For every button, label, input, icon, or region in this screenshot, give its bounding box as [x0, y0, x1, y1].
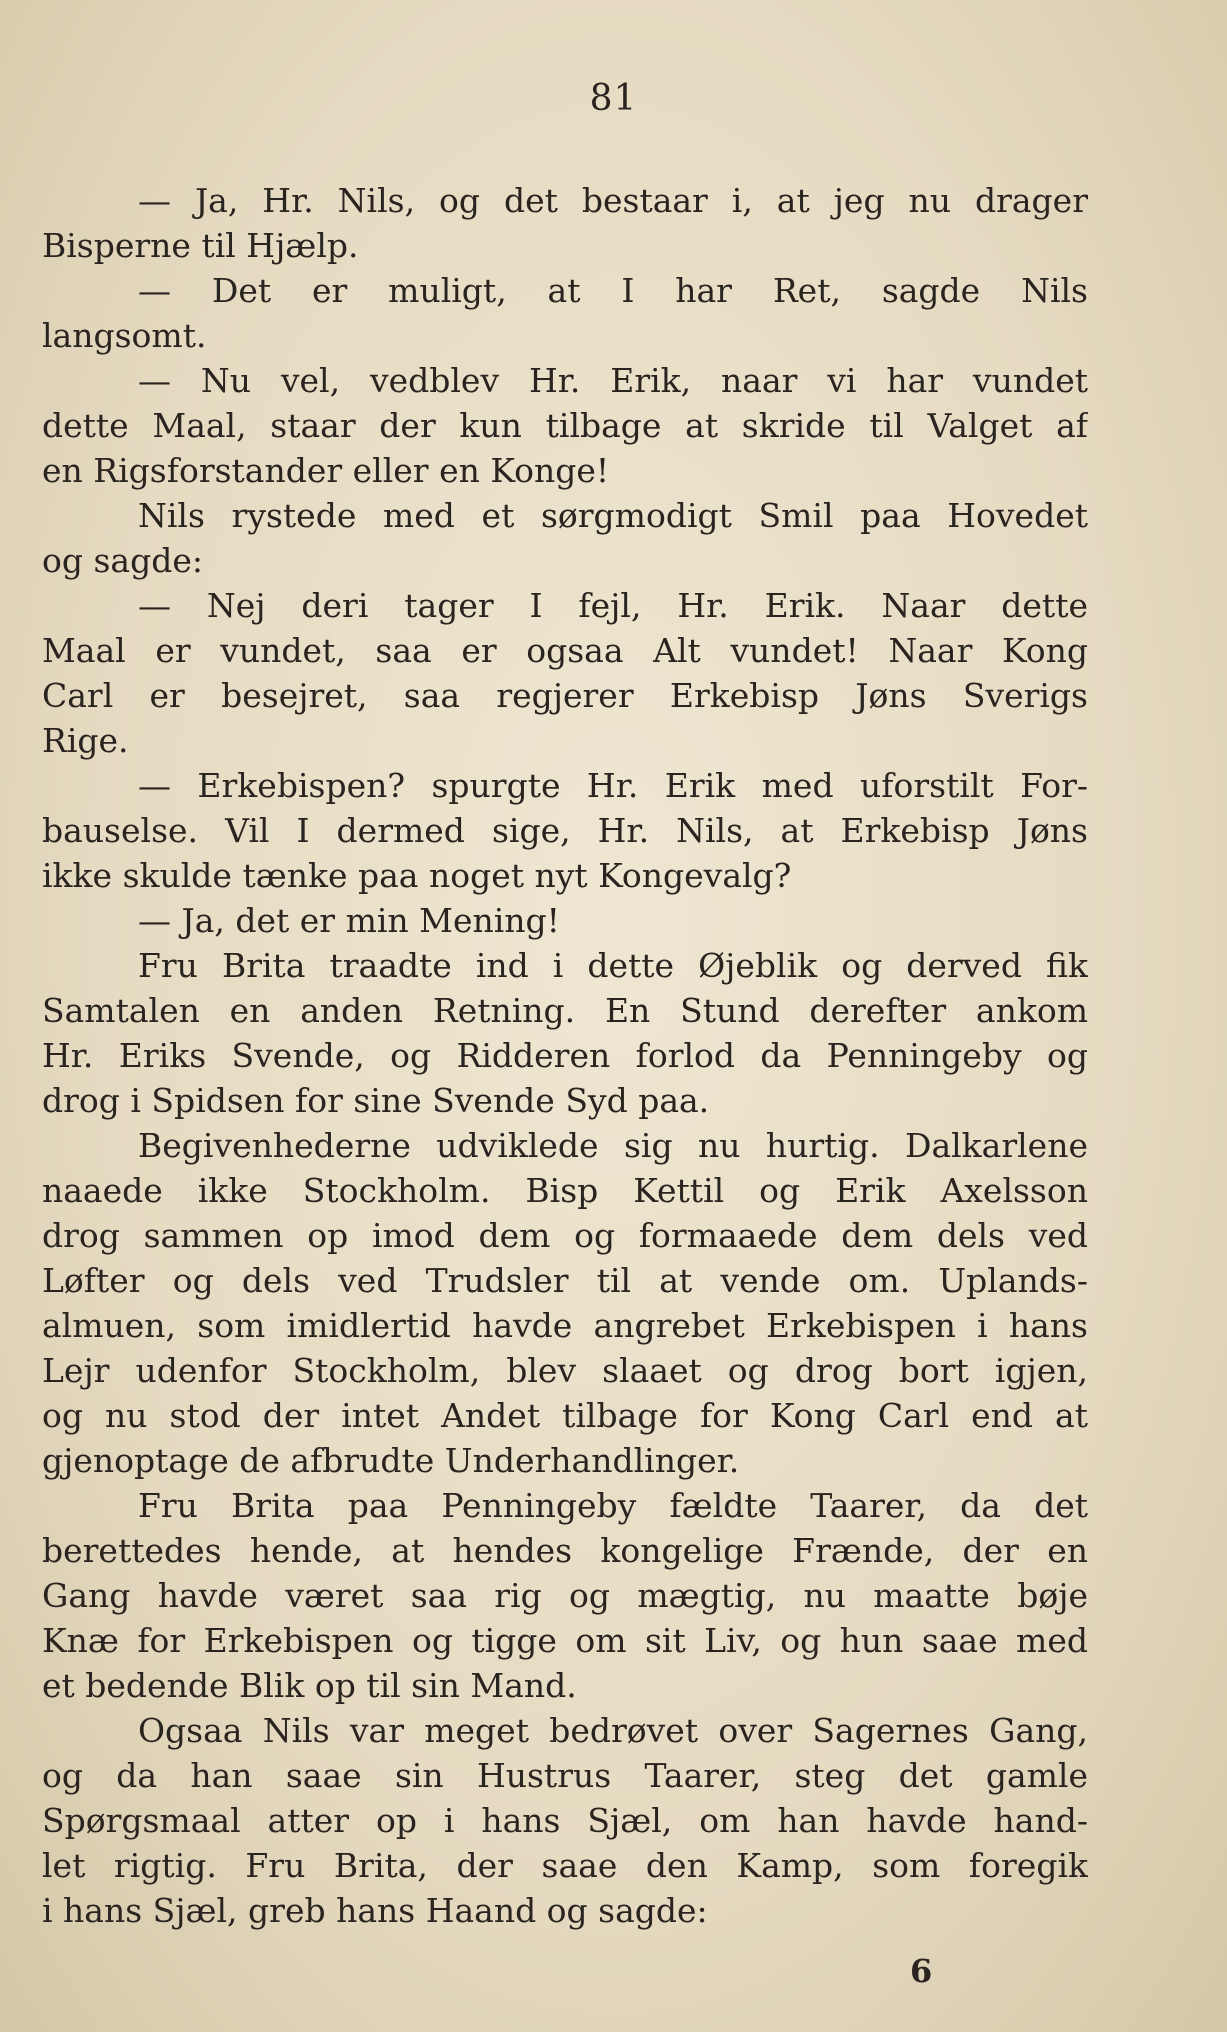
text-line: — Ja, det er min Mening!	[138, 901, 560, 940]
text-line: Carl er besejret, saa regjerer Erkebisp Jøns Sverigs	[42, 676, 1088, 715]
text-line: Spørgsmaal atter op i hans Sjæl, om han havde hand-	[42, 1801, 1088, 1840]
text-line: — Nu vel, vedblev Hr. Erik, naar vi har vundet	[138, 361, 1088, 400]
text-line: Rige.	[42, 721, 129, 760]
text-line: naaede ikke Stockholm. Bisp Kettil og Erik Axelsson	[42, 1171, 1088, 1210]
text-line: Knæ for Erkebispen og tigge om sit Liv, og hun saae med	[42, 1621, 1088, 1660]
page-number: 81	[589, 78, 638, 119]
text-line: — Ja, Hr. Nils, og det bestaar i, at jeg nu drager	[138, 181, 1088, 220]
text-line: i hans Sjæl, greb hans Haand og sagde:	[42, 1891, 708, 1930]
signature-mark: 6	[910, 1952, 933, 1990]
text-line: gjenoptage de afbrudte Underhandlinger.	[42, 1441, 740, 1480]
text-line: — Nej deri tager I fejl, Hr. Erik. Naar dette	[138, 586, 1088, 625]
text-line: og nu stod der intet Andet tilbage for Kong Carl end at	[42, 1396, 1088, 1435]
text-line: og da han saae sin Hustrus Taarer, steg det gamle	[42, 1756, 1088, 1795]
text-line: Bisperne til Hjælp.	[42, 226, 359, 265]
text-line: et bedende Blik op til sin Mand.	[42, 1666, 577, 1705]
text-line: Lejr udenfor Stockholm, blev slaaet og drog bort igjen,	[42, 1351, 1088, 1390]
text-line: drog i Spidsen for sine Svende Syd paa.	[42, 1081, 710, 1120]
text-line: langsomt.	[42, 316, 207, 355]
body-text	[42, 178, 1088, 1933]
text-line: en Rigsforstander eller en Konge!	[42, 451, 610, 490]
text-line: berettedes hende, at hendes kongelige Frænde, der en	[42, 1531, 1088, 1570]
text-line: og sagde:	[42, 541, 203, 580]
text-line: Maal er vundet, saa er ogsaa Alt vundet! Naar Kong	[42, 631, 1088, 670]
text-line: — Det er muligt, at I har Ret, sagde Nils	[138, 271, 1088, 310]
text-line: drog sammen op imod dem og formaaede dem dels ved	[42, 1216, 1088, 1255]
text-line: almuen, som imidlertid havde angrebet Erkebispen i hans	[42, 1306, 1088, 1345]
text-line: Fru Brita paa Penningeby fældte Taarer, da det	[138, 1486, 1088, 1525]
text-line: Nils rystede med et sørgmodigt Smil paa Hovedet	[138, 496, 1088, 535]
text-line: Løfter og dels ved Trudsler til at vende om. Uplands-	[42, 1261, 1088, 1300]
text-line: Fru Brita traadte ind i dette Øjeblik og derved fik	[138, 946, 1088, 985]
text-line: Gang havde været saa rig og mægtig, nu maatte bøje	[42, 1576, 1088, 1615]
text-line: Begivenhederne udviklede sig nu hurtig. Dalkarlene	[138, 1126, 1088, 1165]
text-line: ikke skulde tænke paa noget nyt Kongevalg?	[42, 856, 792, 895]
text-line: bauselse. Vil I dermed sige, Hr. Nils, at Erkebisp Jøns	[42, 811, 1088, 850]
text-line: — Erkebispen? spurgte Hr. Erik med uforstilt For-	[138, 766, 1088, 805]
text-line: let rigtig. Fru Brita, der saae den Kamp, som foregik	[42, 1846, 1088, 1885]
text-line: dette Maal, staar der kun tilbage at skride til Valget af	[42, 406, 1088, 445]
text-line: Hr. Eriks Svende, og Ridderen forlod da Penningeby og	[42, 1036, 1088, 1075]
text-line: Samtalen en anden Retning. En Stund derefter ankom	[42, 991, 1088, 1030]
text-line: Ogsaa Nils var meget bedrøvet over Sagernes Gang,	[138, 1711, 1088, 1750]
